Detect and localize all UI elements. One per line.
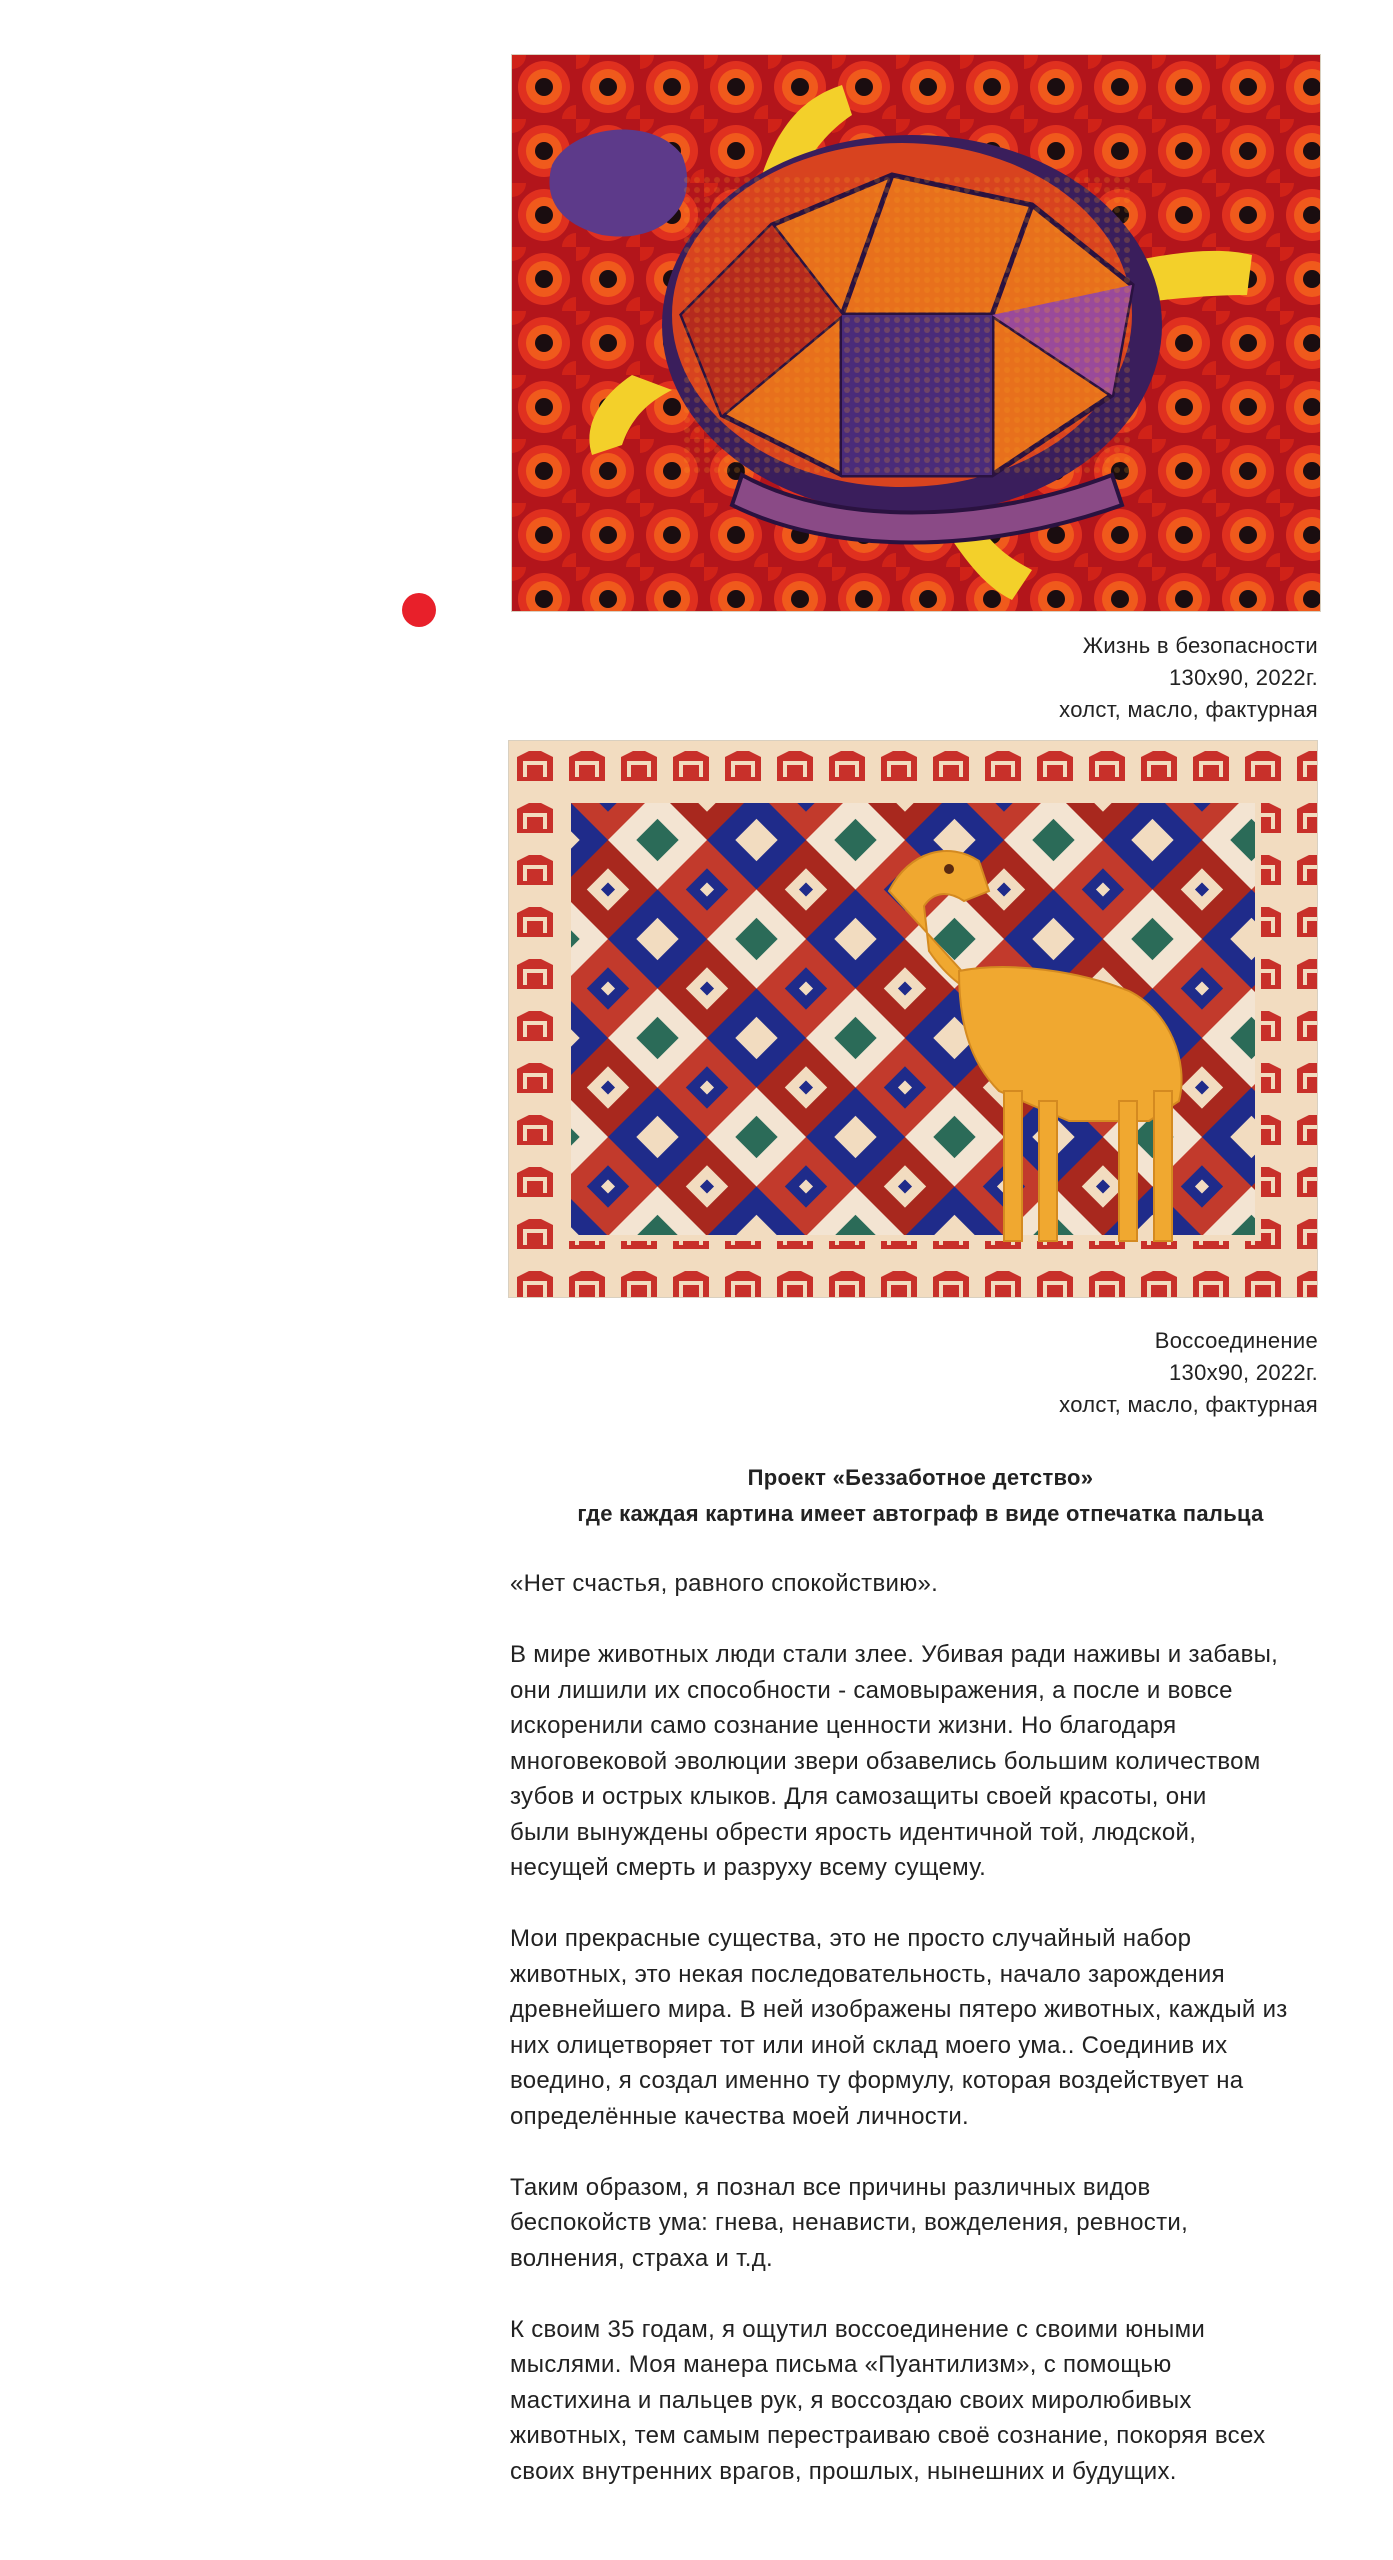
artwork-medium: холст, масло, фактурная: [1059, 1392, 1318, 1417]
text-line: своих внутренних врагов, прошлых, нынешних и будущих.: [510, 2457, 1177, 2485]
paragraph-2: [510, 1921, 1360, 2134]
text-line: В мире животных люди стали злее. Убивая ради наживы и забавы,: [510, 1641, 1279, 1668]
text-line: волнения, страха и т.д.: [510, 2244, 773, 2272]
text-line: были вынуждены обрести ярость идентичной той, людской,: [510, 1818, 1197, 1846]
text-line: зубов и острых клыков. Для самозащиты своей красоты, они: [510, 1783, 1207, 1810]
camel-painting-image: [508, 740, 1318, 1298]
red-dot-marker: [402, 593, 436, 627]
text-line: них олицетворяет тот или иной склад моего ума.. Соединив их: [510, 2031, 1228, 2059]
text-line: многовековой эволюции звери обзавелись большим количеством: [510, 1747, 1261, 1775]
paragraph-3: [510, 2170, 1360, 2277]
text-line: животных, тем самым перестраиваю своё сознание, покоряя всех: [510, 2422, 1266, 2449]
text-line: древнейшего мира. В ней изображены пятеро животных, каждый из: [510, 1996, 1288, 2023]
turtle-painting-art: [512, 55, 1320, 611]
project-heading-line-1: Проект «Беззаботное детство»: [747, 1465, 1094, 1490]
artwork-size-year: 130x90, 2022г.: [1169, 1360, 1318, 1385]
text-line: Таким образом, я познал все причины различных видов: [510, 2173, 1151, 2201]
project-heading-line-2: где каждая картина имеет автограф в виде отпечатка пальца: [577, 1501, 1264, 1526]
project-heading: [508, 1460, 1333, 1532]
artwork-size-year: 130x90, 2022г.: [1169, 665, 1318, 690]
artwork-medium: холст, масло, фактурная: [1059, 697, 1318, 722]
text-line: несущей смерть и разруху всему сущему.: [510, 1854, 987, 1881]
artwork-title: Воссоединение: [1154, 1328, 1318, 1353]
paragraph-4: [510, 2312, 1360, 2490]
artist-statement: [510, 1566, 1360, 2525]
artwork-caption-2: [1059, 1325, 1318, 1421]
quote-paragraph: [510, 1566, 1360, 1602]
text-line: К своим 35 годам, я ощутил воссоединение с своими юными: [510, 2315, 1206, 2343]
camel-painting-art: [509, 741, 1317, 1297]
text-line: Мои прекрасные существа, это не просто случайный набор: [510, 1925, 1192, 1952]
text-line: беспокойств ума: гнева, ненависти, вожделения, ревности,: [510, 2209, 1189, 2236]
text-line: животных, это некая последовательность, начало зарождения: [510, 1960, 1225, 1988]
text-line: мастихина и пальцев рук, я воссоздаю своих миролюбивых: [510, 2386, 1192, 2414]
text-line: воедино, я создал именно ту формулу, которая воздействует на: [510, 2067, 1244, 2094]
paragraph-1: [510, 1637, 1360, 1886]
turtle-painting-image: [511, 54, 1321, 612]
quote-line: «Нет счастья, равного спокойствию».: [510, 1570, 939, 1597]
text-line: искоренили само сознание ценности жизни. Но благодаря: [510, 1712, 1177, 1739]
artwork-title: Жизнь в безопасности: [1082, 633, 1318, 658]
text-line: они лишили их способности - самовыражения, а после и вовсе: [510, 1676, 1233, 1704]
text-line: определённые качества моей личности.: [510, 2102, 970, 2130]
text-line: мыслями. Моя манера письма «Пуантилизм», с помощью: [510, 2351, 1172, 2378]
artwork-caption-1: [1059, 630, 1318, 726]
